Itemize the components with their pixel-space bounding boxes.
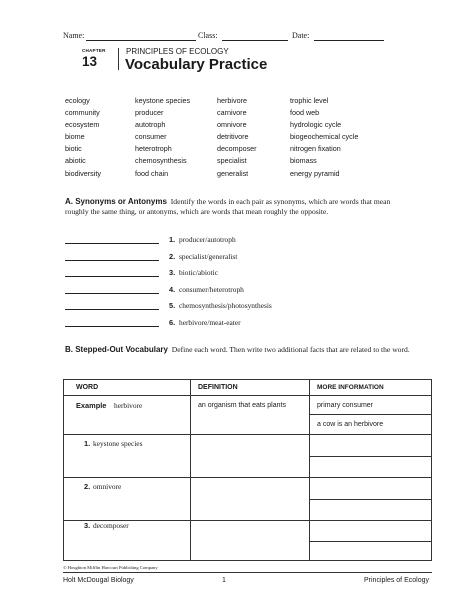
word-bank-column-4 [290,95,358,180]
fact-divider [309,414,431,415]
word-bank-term: biomass [290,156,317,166]
chapter-number: 13 [82,54,98,69]
answer-blank[interactable] [65,293,159,294]
class-field[interactable] [222,40,288,41]
vocabulary-table [63,379,432,561]
answer-blank[interactable] [65,309,159,310]
answer-blank[interactable] [65,260,159,261]
pair-text: biotic/abiotic [179,268,218,277]
answer-blank[interactable] [65,326,159,327]
item-word: omnivore [93,482,122,491]
word-bank-term: heterotroph [135,144,172,154]
word-bank-term: consumer [135,132,167,142]
word-bank-term: biotic [65,144,82,154]
word-bank-term: biodiversity [65,168,101,178]
pair-text: producer/autotroph [179,235,236,244]
pair-number: 4. [169,285,176,294]
section-b-text: Define each word. Then write two additional facts that are related to the word. [171,345,410,354]
page-number: 1 [222,577,226,584]
word-bank-term: hydrologic cycle [290,120,342,130]
date-label: Date: [292,31,310,40]
word-bank-term: autotroph [135,120,166,130]
column-divider [190,380,191,560]
word-bank-term: ecology [65,96,90,105]
word-bank-term: food web [290,108,320,118]
column-header-word: WORD [76,384,99,391]
word-bank-term: specialist [217,156,247,166]
unit-title: PRINCIPLES OF ECOLOGY [126,47,229,56]
word-bank-term: chemosynthesis [135,156,187,166]
section-b-title: B. Stepped-Out Vocabulary [65,345,168,354]
chapter-label: CHAPTER [82,48,106,53]
word-bank-term: producer [135,108,164,118]
header-divider [64,395,431,396]
pair-number: 5. [169,301,176,310]
section-a-title: A. Synonyms or Antonyms [65,197,167,206]
column-header-definition: DEFINITION [198,384,238,391]
word-bank-term: generalist [217,168,249,178]
fact-divider [309,456,431,457]
chapter-divider [118,48,119,70]
pair-number: 3. [169,268,176,277]
example-definition: an organism that eats plants [198,402,286,409]
answer-blank[interactable] [65,243,159,244]
footer-rule [63,572,432,573]
pair-text: consumer/heterotroph [179,285,244,294]
pair-number: 6. [169,318,176,327]
section-b-instructions [65,345,415,355]
fact-divider [309,499,431,500]
word-bank-term: community [65,108,100,118]
answer-blank[interactable] [65,276,159,277]
footer-chapter-title: Principles of Ecology [364,577,429,584]
footer-book-title: Holt McDougal Biology [63,577,134,584]
pair-text: specialist/generalist [179,252,238,261]
word-bank-column-3 [217,95,257,180]
section-a-instructions [65,197,415,216]
word-bank-term: decomposer [217,144,257,154]
pair-number: 2. [169,252,176,261]
word-bank-term: keystone species [135,96,191,105]
word-bank-column-1 [65,95,101,180]
word-bank-column-2 [135,95,190,180]
word-bank-term: energy pyramid [290,168,340,178]
example-fact: primary consumer [317,402,374,409]
word-bank-term: ecosystem [65,120,100,130]
row-divider [64,434,431,435]
example-word: herbivore [114,401,143,410]
section-a-text: Identify the words in each pair as synonyms, which are words that mean roughly the same thing, or antonyms, which are words that mean roughly the opposite. [65,197,391,216]
word-bank-term: biogeochemical cycle [290,132,359,142]
class-label: Class: [198,31,218,40]
page-title: Vocabulary Practice [125,56,268,73]
word-bank-term: carnivore [217,108,247,118]
example-label: Example [76,401,107,410]
column-divider [309,380,310,560]
name-label: Name: [63,31,85,40]
name-field[interactable] [86,40,196,41]
item-number: 3. [84,521,91,530]
item-number: 1. [84,439,91,448]
word-bank-term: food chain [135,168,169,178]
word-bank-term: trophic level [290,96,329,105]
example-fact: a cow is an herbivore [317,421,384,428]
item-word: keystone species [93,439,143,448]
word-bank-term: detritivore [217,132,249,142]
date-field[interactable] [314,40,384,41]
pair-text: chemosynthesis/photosynthesis [179,301,272,310]
word-bank-term: abiotic [65,156,86,166]
word-bank-term: omnivore [217,120,247,130]
pair-number: 1. [169,235,176,244]
item-number: 2. [84,482,91,491]
row-divider [64,477,431,478]
word-bank-term: biome [65,132,85,142]
word-bank-term: nitrogen fixation [290,144,341,154]
fact-divider [309,541,431,542]
item-word: decomposer [93,521,129,530]
word-bank-term: herbivore [217,96,247,105]
column-header-more: MORE INFORMATION [317,384,384,391]
copyright-notice: © Houghton Mifflin Harcourt Publishing Company [63,565,158,570]
pair-text: herbivore/meat-eater [179,318,241,327]
